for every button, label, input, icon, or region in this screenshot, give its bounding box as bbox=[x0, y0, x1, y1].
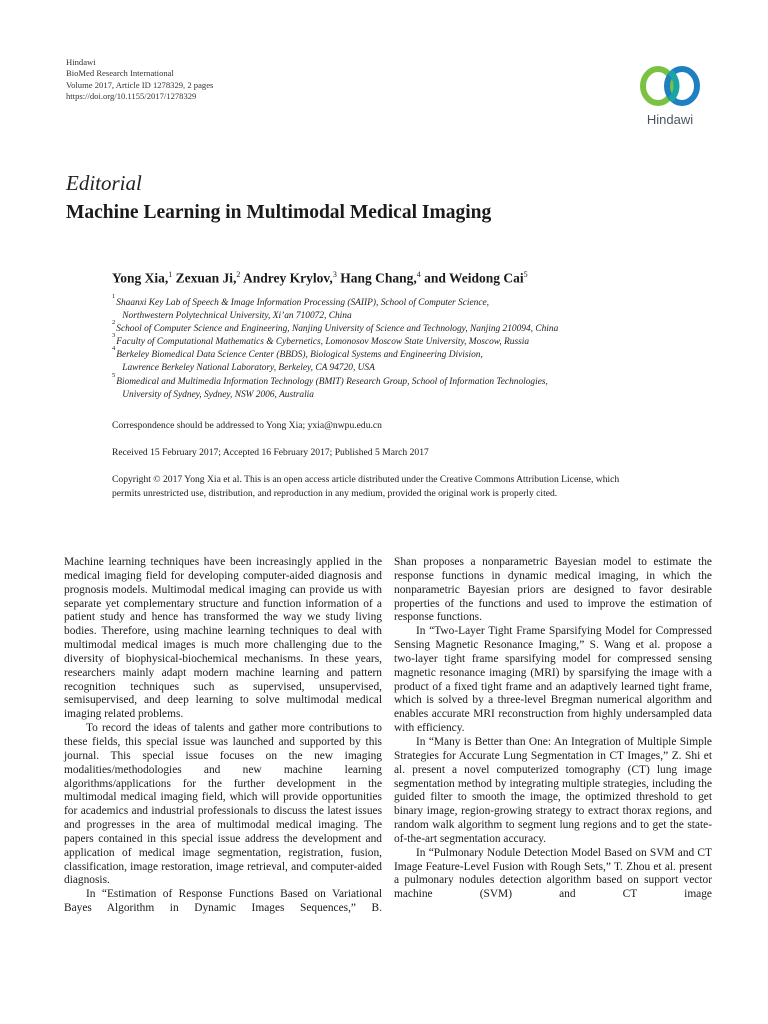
affiliation bbox=[112, 345, 558, 375]
hindawi-logo bbox=[625, 60, 715, 130]
copyright-notice bbox=[112, 473, 712, 501]
affiliation bbox=[112, 371, 558, 402]
affiliation-list bbox=[112, 293, 559, 402]
body-paragraph: Shan proposes a nonparametric Bayesian model to estimate the response functions in dynamic medical imaging, in which the nonparametric Bayesian priors are designed to favor desirable properties of the functions and used to improve the estimation of response functions. bbox=[394, 556, 712, 624]
body-paragraph: In “Pulmonary Nodule Detection Model Based on SVM and CT Image Feature-Level Fusion with Rough Sets,” T. Zhou et al. present a pulmonary nodules detection algorithm based on support vector machine (SVM) and CT image bbox=[394, 846, 712, 901]
publisher-name: Hindawi bbox=[66, 57, 96, 67]
body-column-left bbox=[64, 556, 382, 916]
affiliation bbox=[112, 319, 559, 336]
hindawi-logo-text: Hindawi bbox=[646, 112, 694, 127]
author-affiliation-marker: 2 bbox=[236, 270, 241, 279]
author-affiliation-marker: 5 bbox=[523, 270, 528, 279]
author-affiliation-marker: 4 bbox=[416, 270, 421, 279]
body-paragraph: To record the ideas of talents and gather more contributions to these fields, this special issue was launched and supported by this journal. This special issue focuses on the new imaging modalities/methodologies and new machine learning algorithms/applications for the further development in the multimodal medical imaging field, which will provide opportunities for academics and industrial professionals to discuss the latest issues and progresses in the area of multimodal medical imaging. The papers contained in this special issue address the development and application of medical image segmentation, registration, fusion, classification, image restoration, image retrieval, and computer-aided diagnosis. bbox=[64, 722, 382, 887]
body-paragraph: In “Estimation of Response Functions Based on Variational Bayes Algorithm in Dynamic Images Sequences,” B. bbox=[64, 888, 382, 915]
volume-line: Volume 2017, Article ID 1278329, 2 pages bbox=[66, 79, 214, 90]
author-name: Andrey Krylov, bbox=[243, 270, 333, 286]
article-title: Machine Learning in Multimodal Medical Imaging bbox=[66, 202, 492, 223]
body-paragraph: Machine learning techniques have been increasingly applied in the medical imaging field for developing computer-aided diagnosis and prognosis models. Multimodal medical imaging can provide us with separate yet complementary structure and function information of a patient study and hence has transformed the way we study living bodies. Therefore, using machine learning techniques to deal with multimodal medical images is much more challenging due to the diversity of biophysical-biochemical mechanisms. In these years, researchers mainly adapt modern machine learning and pattern recognition techniques such as supervised, unsupervised, semisupervised, and deep learning to solve multimodal medical imaging related problems. bbox=[64, 556, 382, 721]
affiliation bbox=[112, 332, 558, 349]
publication-dates: Received 15 February 2017; Accepted 16 February 2017; Published 5 March 2017 bbox=[112, 447, 429, 458]
affiliation-line: Faculty of Computational Mathematics & Cybernetics, Lomonosov Moscow State University, Moscow, Russia bbox=[116, 337, 530, 348]
body-column-right bbox=[394, 556, 712, 902]
affiliation-number: 5 bbox=[112, 371, 116, 379]
affiliation bbox=[112, 293, 558, 323]
journal-name: BioMed Research International bbox=[66, 68, 174, 79]
body-paragraph: In “Many is Better than One: An Integration of Multiple Simple Strategies for Accurate Lung Segmentation in CT Images,” Z. Shi et al. present a novel computerized tomography (CT) lung image segmentation method by integrating multiple strategies, including the guided filter to smooth the image, the optimized threshold to get binary image, region-growing strategy to extract thorax regions, and random walk algorithm to segment lung regions and to get the state-of-the-art segmentation accuracy. bbox=[394, 735, 712, 845]
author-affiliation-marker: 3 bbox=[332, 270, 337, 279]
author-name: Hang Chang, bbox=[340, 270, 417, 286]
affiliation-line: Biomedical and Multimedia Information Technology (BMIT) Research Group, School of Information Technologies, bbox=[116, 376, 548, 387]
affiliation-line: Shaanxi Key Lab of Speech & Image Information Processing (SAIIP), School of Computer Science, bbox=[116, 298, 489, 308]
affiliation-line: Northwestern Polytechnical University, Xi’an 710072, China bbox=[122, 311, 352, 322]
author-affiliation-marker: 1 bbox=[168, 270, 173, 279]
affiliation-line: Lawrence Berkeley National Laboratory, Berkeley, CA 94720, USA bbox=[122, 363, 375, 374]
doi-link[interactable]: https://doi.org/10.1155/2017/1278329 bbox=[66, 91, 197, 102]
body-paragraph: In “Two-Layer Tight Frame Sparsifying Model for Compressed Sensing Magnetic Resonance Imaging,” S. Wang et al. propose a two-layer tight frame sparsifying model for compressed sensing magnetic resonance imaging (MRI) by sparsifying the image with a product of a fixed tight frame and an adaptively learned tight frame, which is solved by a three-level Bregman numerical algorithm and enables accurate MRI reconstruction from highly undersampled data with efficiency. bbox=[394, 625, 712, 735]
affiliation-number: 2 bbox=[112, 319, 116, 327]
copyright-line: Copyright © 2017 Yong Xia et al. This is an open access article distributed under the Creative Commons Attribution License, which bbox=[112, 474, 620, 485]
hindawi-logo-icon bbox=[625, 60, 715, 112]
affiliation-line: School of Computer Science and Engineering, Nanjing University of Science and Technology, Nanjing 210094, China bbox=[116, 324, 559, 335]
author-name: Zexuan Ji, bbox=[175, 270, 237, 286]
author-list bbox=[112, 270, 528, 287]
affiliation-number: 3 bbox=[112, 332, 116, 340]
publication-info bbox=[66, 57, 213, 103]
copyright-line: permits unrestricted use, distribution, and reproduction in any medium, provided the original work is properly cited. bbox=[112, 488, 558, 499]
author-name: and Weidong Cai bbox=[424, 270, 524, 286]
affiliation-number: 1 bbox=[112, 293, 116, 300]
affiliation-line: Berkeley Biomedical Data Science Center (BBDS), Biological Systems and Engineering Division, bbox=[116, 350, 483, 361]
article-type: Editorial bbox=[66, 171, 142, 195]
affiliation-number: 4 bbox=[112, 345, 116, 353]
correspondence-note: Correspondence should be addressed to Yong Xia; yxia@nwpu.edu.cn bbox=[112, 420, 382, 431]
author-name: Yong Xia, bbox=[112, 270, 169, 286]
affiliation-line: University of Sydney, Sydney, NSW 2006, Australia bbox=[122, 389, 314, 400]
